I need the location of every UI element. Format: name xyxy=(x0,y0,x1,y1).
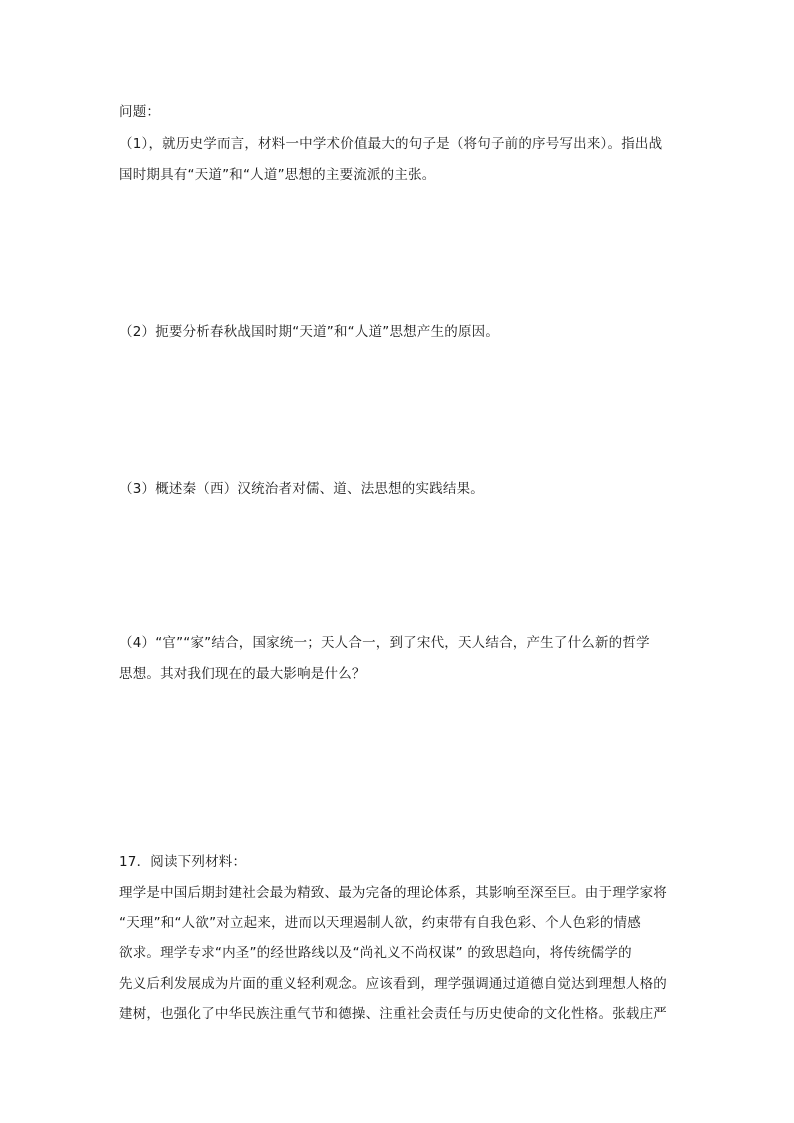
question-17-paragraph-line: “天理”和“人欲”对立起来，进而以天理遏制人欲，约束带有自我色彩、个人色彩的情感 xyxy=(119,915,641,931)
question-1-line-2: 国时期具有“天道”和“人道”思想的主要流派的主张。 xyxy=(119,167,436,183)
question-17-paragraph-line: 欲求。理学专求“内圣”的经世路线以及“尚礼义不尚权谋” 的致思趋向，将传统儒学的 xyxy=(119,945,632,961)
question-17-paragraph-line: 先义后利发展成为片面的重义轻利观念。应该看到，理学强调通过道德自觉达到理想人格的 xyxy=(119,976,667,992)
question-2: （2）扼要分析春秋战国时期“天道”和“人道”思想产生的原因。 xyxy=(119,324,500,340)
question-4-line-2: 思想。其对我们现在的最大影响是什么？ xyxy=(119,666,366,682)
question-17-paragraph-line: 建树，也强化了中华民族注重气节和德操、注重社会责任与历史使命的文化性格。张载庄严 xyxy=(119,1006,667,1022)
question-3: （3）概述秦（西）汉统治者对儒、道、法思想的实践结果。 xyxy=(119,481,484,497)
questions-header: 问题： xyxy=(119,104,161,120)
question-17-heading: 17．阅读下列材料： xyxy=(119,854,247,870)
question-17-paragraph-line: 理学是中国后期封建社会最为精致、最为完备的理论体系，其影响至深至巨。由于理学家将 xyxy=(119,885,667,901)
question-1-line-1: （1），就历史学而言，材料一中学术价值最大的句子是（将句子前的序号写出来）。指出战 xyxy=(119,136,663,152)
question-4-line-1: （4）“官”“家”结合，国家统一；天人合一，到了宋代，天人结合，产生了什么新的哲学 xyxy=(119,635,650,651)
